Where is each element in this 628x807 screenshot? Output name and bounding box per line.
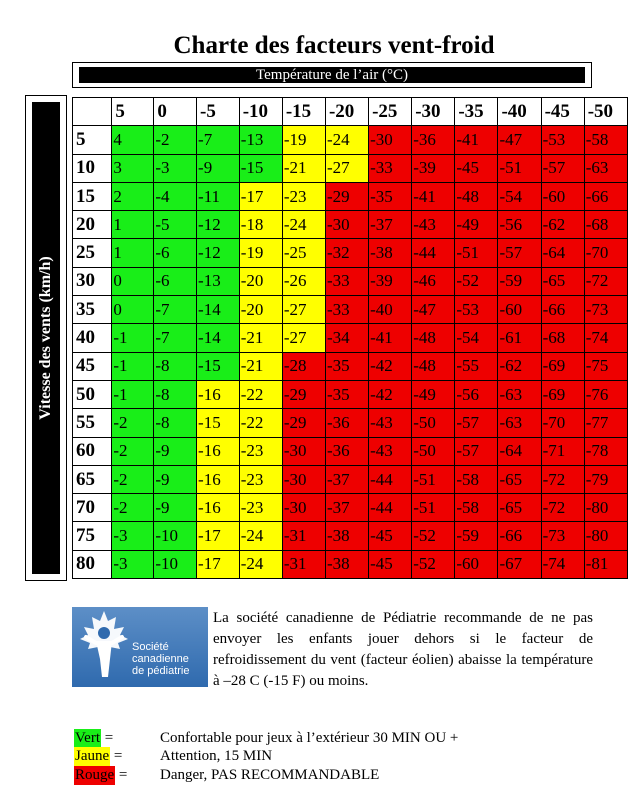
wind-chill-cell: -22 <box>239 409 282 437</box>
wind-chill-table <box>72 97 628 579</box>
wind-chill-cell: -7 <box>197 126 240 154</box>
wind-chill-cell: -2 <box>112 437 154 465</box>
legend-color-swatch: Jaune <box>75 748 110 764</box>
wind-chill-cell: -32 <box>325 239 368 267</box>
wind-chill-cell: -2 <box>112 409 154 437</box>
wind-chill-cell: -27 <box>325 154 368 182</box>
legend-description: Danger, PAS RECOMMANDABLE <box>160 767 380 783</box>
temperature-row <box>73 98 628 126</box>
wind-chill-cell: -35 <box>325 380 368 408</box>
wind-chill-cell: -62 <box>498 352 541 380</box>
wind-chill-cell: -79 <box>584 465 627 493</box>
table-row <box>73 494 628 522</box>
wind-chill-cell: -16 <box>197 380 240 408</box>
wind-chill-cell: -23 <box>239 437 282 465</box>
wind-chill-cell: -36 <box>325 409 368 437</box>
table-row <box>73 352 628 380</box>
temperature-header-cell: -5 <box>197 98 240 126</box>
wind-chill-cell: -47 <box>412 296 455 324</box>
table-row <box>73 380 628 408</box>
wind-chill-cell: -34 <box>325 324 368 352</box>
wind-chill-cell: -72 <box>541 494 584 522</box>
wind-chill-cell: -17 <box>197 550 240 578</box>
wind-chill-cell: -1 <box>112 380 154 408</box>
wind-chill-cell: -16 <box>197 465 240 493</box>
wind-chill-cell: -53 <box>541 126 584 154</box>
wind-chill-cell: -10 <box>154 550 197 578</box>
table-row <box>73 324 628 352</box>
wind-chill-cell: -63 <box>584 154 627 182</box>
wind-chill-cell: -18 <box>239 211 282 239</box>
wind-chill-cell: -46 <box>412 267 455 295</box>
wind-chill-cell: -4 <box>154 182 197 210</box>
wind-chill-cell: -8 <box>154 352 197 380</box>
wind-chill-cell: 1 <box>112 211 154 239</box>
wind-chill-cell: -24 <box>325 126 368 154</box>
wind-chill-cell: -72 <box>584 267 627 295</box>
wind-chill-cell: -23 <box>282 182 325 210</box>
wind-chill-cell: -20 <box>239 296 282 324</box>
wind-chill-cell: -20 <box>239 267 282 295</box>
table-row <box>73 409 628 437</box>
table-row <box>73 267 628 295</box>
wind-chill-cell: -68 <box>541 324 584 352</box>
wind-chill-cell: -75 <box>584 352 627 380</box>
wind-chill-cell: 0 <box>112 296 154 324</box>
wind-chill-cell: 4 <box>112 126 154 154</box>
page-title: Charte des facteurs vent-froid <box>173 32 495 59</box>
wind-speed-cell: 35 <box>73 296 112 324</box>
temperature-header-cell: -25 <box>369 98 412 126</box>
wind-chill-cell: -64 <box>498 437 541 465</box>
wind-chill-cell: -66 <box>541 296 584 324</box>
wind-chill-cell: 0 <box>112 267 154 295</box>
legend-key <box>74 747 122 766</box>
wind-chill-cell: -50 <box>412 409 455 437</box>
temperature-header-cell: 5 <box>112 98 154 126</box>
table-row <box>73 239 628 267</box>
wind-chill-cell: -19 <box>239 239 282 267</box>
wind-chill-cell: -53 <box>455 296 498 324</box>
wind-chill-cell: -42 <box>369 352 412 380</box>
wind-chill-cell: -66 <box>498 522 541 550</box>
wind-speed-cell: 5 <box>73 126 112 154</box>
wind-chill-cell: -42 <box>369 380 412 408</box>
wind-speed-cell: 45 <box>73 352 112 380</box>
wind-chill-cell: -72 <box>541 465 584 493</box>
wind-chill-cell: -2 <box>112 465 154 493</box>
wind-chill-cell: -33 <box>325 267 368 295</box>
wind-chill-cell: -76 <box>584 380 627 408</box>
wind-chill-cell: -24 <box>282 211 325 239</box>
logo-line-2: canadienne <box>132 653 189 665</box>
wind-chill-cell: -43 <box>412 211 455 239</box>
wind-chill-cell: -49 <box>455 211 498 239</box>
recommendation-note: La société canadienne de Pédiatrie recommande de ne pas envoyer les enfants jouer dehors si le facteur de refroidissement du vent (facteur éolien) abaisse la température à –28 C (-15 F) ou moins. <box>213 610 593 689</box>
temperature-header-cell: -30 <box>412 98 455 126</box>
wind-chill-cell: -38 <box>325 522 368 550</box>
wind-chill-cell: -48 <box>412 324 455 352</box>
wind-chill-cell: -16 <box>197 494 240 522</box>
wind-chill-cell: -68 <box>584 211 627 239</box>
legend-equals: = <box>110 748 123 764</box>
wind-chill-cell: -77 <box>584 409 627 437</box>
wind-chill-cell: -35 <box>369 182 412 210</box>
wind-speed-bar <box>32 102 60 574</box>
wind-chill-cell: 1 <box>112 239 154 267</box>
wind-chill-cell: -6 <box>154 267 197 295</box>
wind-chill-cell: -15 <box>197 352 240 380</box>
wind-chill-cell: -54 <box>455 324 498 352</box>
wind-chill-cell: -50 <box>412 437 455 465</box>
wind-chill-cell: -7 <box>154 324 197 352</box>
wind-chill-cell: -30 <box>282 494 325 522</box>
cps-logo <box>72 607 208 687</box>
temperature-header-cell: -45 <box>541 98 584 126</box>
wind-chill-cell: -51 <box>498 154 541 182</box>
wind-speed-cell: 80 <box>73 550 112 578</box>
wind-chill-cell: -19 <box>282 126 325 154</box>
wind-chill-cell: -7 <box>154 296 197 324</box>
wind-speed-cell: 15 <box>73 182 112 210</box>
wind-chill-cell: -62 <box>541 211 584 239</box>
wind-chill-cell: -43 <box>369 437 412 465</box>
wind-chill-cell: -30 <box>369 126 412 154</box>
wind-chill-cell: -36 <box>412 126 455 154</box>
wind-chill-cell: -80 <box>584 522 627 550</box>
wind-chill-cell: -71 <box>541 437 584 465</box>
table-row <box>73 437 628 465</box>
wind-chill-cell: -2 <box>154 126 197 154</box>
wind-chill-cell: -69 <box>541 352 584 380</box>
wind-chill-cell: -23 <box>239 494 282 522</box>
table-row <box>73 296 628 324</box>
wind-chill-cell: -26 <box>282 267 325 295</box>
wind-chill-cell: -9 <box>154 494 197 522</box>
wind-chill-cell: -49 <box>412 380 455 408</box>
wind-chill-cell: -29 <box>282 380 325 408</box>
wind-chill-cell: -17 <box>197 522 240 550</box>
wind-chill-cell: -56 <box>498 211 541 239</box>
legend-color-swatch: Rouge <box>75 767 115 783</box>
wind-chill-cell: -9 <box>154 465 197 493</box>
wind-chill-cell: -11 <box>197 182 240 210</box>
wind-speed-cell: 50 <box>73 380 112 408</box>
wind-chill-cell: -63 <box>498 380 541 408</box>
wind-speed-cell: 75 <box>73 522 112 550</box>
wind-chill-cell: -22 <box>239 380 282 408</box>
wind-speed-cell: 25 <box>73 239 112 267</box>
wind-chill-cell: -58 <box>455 494 498 522</box>
wind-chill-cell: -44 <box>412 239 455 267</box>
wind-chill-cell: -21 <box>239 352 282 380</box>
temperature-header: Température de l’air (°C) <box>79 67 585 83</box>
wind-chill-cell: -27 <box>282 324 325 352</box>
wind-chill-cell: -57 <box>498 239 541 267</box>
wind-chill-cell: -63 <box>498 409 541 437</box>
wind-chill-cell: -57 <box>455 409 498 437</box>
wind-chill-cell: -5 <box>154 211 197 239</box>
wind-chill-cell: -65 <box>541 267 584 295</box>
wind-chill-cell: -54 <box>498 182 541 210</box>
wind-chill-cell: -38 <box>325 550 368 578</box>
wind-chill-cell: -16 <box>197 437 240 465</box>
wind-chill-cell: -52 <box>455 267 498 295</box>
wind-chill-cell: -35 <box>325 352 368 380</box>
maple-leaf-child-icon <box>74 607 134 687</box>
legend-equals: = <box>101 730 114 746</box>
wind-chill-cell: -9 <box>154 437 197 465</box>
wind-chill-cell: -37 <box>325 465 368 493</box>
wind-chill-cell: -65 <box>498 494 541 522</box>
wind-chill-cell: -23 <box>239 465 282 493</box>
table-row <box>73 211 628 239</box>
wind-chill-cell: -8 <box>154 409 197 437</box>
wind-chill-cell: -80 <box>584 494 627 522</box>
wind-chill-cell: 2 <box>112 182 154 210</box>
wind-chill-cell: -45 <box>369 522 412 550</box>
wind-chill-cell: -74 <box>541 550 584 578</box>
temperature-header-cell: -50 <box>584 98 627 126</box>
wind-chill-cell: -14 <box>197 324 240 352</box>
wind-chill-cell: -33 <box>325 296 368 324</box>
wind-chill-cell: -52 <box>412 550 455 578</box>
wind-chill-cell: -43 <box>369 409 412 437</box>
wind-chill-cell: -55 <box>455 352 498 380</box>
wind-chill-cell: -36 <box>325 437 368 465</box>
wind-chill-cell: -44 <box>369 494 412 522</box>
wind-chill-cell: -9 <box>197 154 240 182</box>
legend-key <box>74 729 113 748</box>
temperature-header-cell: -15 <box>282 98 325 126</box>
table-row <box>73 182 628 210</box>
logo-line-1: Société <box>132 641 169 653</box>
legend-equals: = <box>115 767 128 783</box>
wind-chill-cell: -60 <box>455 550 498 578</box>
wind-chill-cell: -61 <box>498 324 541 352</box>
legend-color-swatch: Vert <box>75 730 100 746</box>
wind-chill-cell: -14 <box>197 296 240 324</box>
wind-chill-cell: -13 <box>239 126 282 154</box>
wind-chill-cell: -39 <box>369 267 412 295</box>
wind-chill-cell: -3 <box>154 154 197 182</box>
wind-chill-cell: -67 <box>498 550 541 578</box>
wind-chill-cell: -60 <box>541 182 584 210</box>
wind-chill-cell: -17 <box>239 182 282 210</box>
wind-chill-cell: 3 <box>112 154 154 182</box>
temperature-header-cell: -35 <box>455 98 498 126</box>
wind-chill-cell: -59 <box>498 267 541 295</box>
wind-speed-cell: 10 <box>73 154 112 182</box>
wind-chill-cell: -81 <box>584 550 627 578</box>
wind-chill-cell: -51 <box>455 239 498 267</box>
wind-chill-cell: -78 <box>584 437 627 465</box>
wind-chill-cell: -51 <box>412 465 455 493</box>
temperature-header-cell: -40 <box>498 98 541 126</box>
wind-chill-cell: -1 <box>112 352 154 380</box>
wind-speed-header-box <box>25 95 67 581</box>
wind-chill-cell: -70 <box>584 239 627 267</box>
logo-line-3: de pédiatrie <box>132 665 190 677</box>
wind-chill-cell: -21 <box>282 154 325 182</box>
wind-chill-cell: -1 <box>112 324 154 352</box>
wind-chill-cell: -51 <box>412 494 455 522</box>
wind-chill-cell: -47 <box>498 126 541 154</box>
wind-chill-cell: -29 <box>282 409 325 437</box>
wind-chill-cell: -70 <box>541 409 584 437</box>
wind-chill-cell: -60 <box>498 296 541 324</box>
logo-text <box>132 641 190 677</box>
wind-chill-cell: -48 <box>412 352 455 380</box>
temperature-header-cell: 0 <box>154 98 197 126</box>
wind-chill-cell: -30 <box>325 211 368 239</box>
wind-chill-cell: -31 <box>282 522 325 550</box>
wind-chill-cell: -6 <box>154 239 197 267</box>
wind-speed-cell: 55 <box>73 409 112 437</box>
wind-chill-cell: -27 <box>282 296 325 324</box>
wind-chill-cell: -2 <box>112 494 154 522</box>
temperature-header-box <box>72 62 592 88</box>
table-body <box>73 126 628 579</box>
wind-speed-cell: 65 <box>73 465 112 493</box>
wind-speed-cell: 20 <box>73 211 112 239</box>
wind-chill-cell: -45 <box>455 154 498 182</box>
wind-chill-cell: -41 <box>412 182 455 210</box>
wind-chill-cell: -58 <box>455 465 498 493</box>
table-row <box>73 465 628 493</box>
wind-chill-cell: -64 <box>541 239 584 267</box>
table-row <box>73 154 628 182</box>
wind-chill-cell: -8 <box>154 380 197 408</box>
wind-chill-cell: -10 <box>154 522 197 550</box>
table-row <box>73 522 628 550</box>
wind-chill-cell: -28 <box>282 352 325 380</box>
table-corner <box>73 98 112 126</box>
table-row <box>73 550 628 578</box>
wind-chill-cell: -57 <box>455 437 498 465</box>
wind-chill-cell: -24 <box>239 550 282 578</box>
wind-chill-cell: -15 <box>239 154 282 182</box>
wind-chill-cell: -12 <box>197 211 240 239</box>
table-row <box>73 126 628 154</box>
wind-speed-cell: 70 <box>73 494 112 522</box>
wind-speed-cell: 30 <box>73 267 112 295</box>
wind-chill-cell: -45 <box>369 550 412 578</box>
wind-chill-cell: -30 <box>282 465 325 493</box>
wind-chill-cell: -21 <box>239 324 282 352</box>
wind-chill-cell: -39 <box>412 154 455 182</box>
wind-chill-cell: -41 <box>369 324 412 352</box>
wind-chill-cell: -57 <box>541 154 584 182</box>
wind-chill-cell: -3 <box>112 550 154 578</box>
wind-chill-cell: -29 <box>325 182 368 210</box>
wind-chill-cell: -12 <box>197 239 240 267</box>
wind-chill-cell: -3 <box>112 522 154 550</box>
wind-chill-cell: -31 <box>282 550 325 578</box>
wind-chill-cell: -13 <box>197 267 240 295</box>
wind-chill-cell: -74 <box>584 324 627 352</box>
wind-chill-cell: -65 <box>498 465 541 493</box>
wind-chill-cell: -30 <box>282 437 325 465</box>
wind-chill-cell: -33 <box>369 154 412 182</box>
wind-chill-cell: -44 <box>369 465 412 493</box>
wind-chill-cell: -24 <box>239 522 282 550</box>
wind-chill-cell: -25 <box>282 239 325 267</box>
wind-chill-cell: -73 <box>541 522 584 550</box>
wind-speed-cell: 60 <box>73 437 112 465</box>
wind-speed-header: Vitesse des vents (km/h) <box>37 256 54 420</box>
legend-key <box>74 766 127 785</box>
wind-chill-cell: -37 <box>325 494 368 522</box>
legend-description: Confortable pour jeux à l’extérieur 30 MIN OU + <box>160 730 459 746</box>
wind-chill-cell: -66 <box>584 182 627 210</box>
wind-chill-cell: -52 <box>412 522 455 550</box>
temperature-header-cell: -10 <box>239 98 282 126</box>
legend-description: Attention, 15 MIN <box>160 748 273 764</box>
wind-chill-cell: -37 <box>369 211 412 239</box>
wind-chill-cell: -15 <box>197 409 240 437</box>
wind-chill-cell: -58 <box>584 126 627 154</box>
wind-chill-cell: -69 <box>541 380 584 408</box>
wind-chill-cell: -38 <box>369 239 412 267</box>
temperature-header-cell: -20 <box>325 98 368 126</box>
wind-chill-cell: -40 <box>369 296 412 324</box>
wind-chill-cell: -41 <box>455 126 498 154</box>
wind-chill-cell: -48 <box>455 182 498 210</box>
wind-chill-cell: -73 <box>584 296 627 324</box>
wind-chill-cell: -56 <box>455 380 498 408</box>
wind-chill-cell: -59 <box>455 522 498 550</box>
wind-speed-cell: 40 <box>73 324 112 352</box>
